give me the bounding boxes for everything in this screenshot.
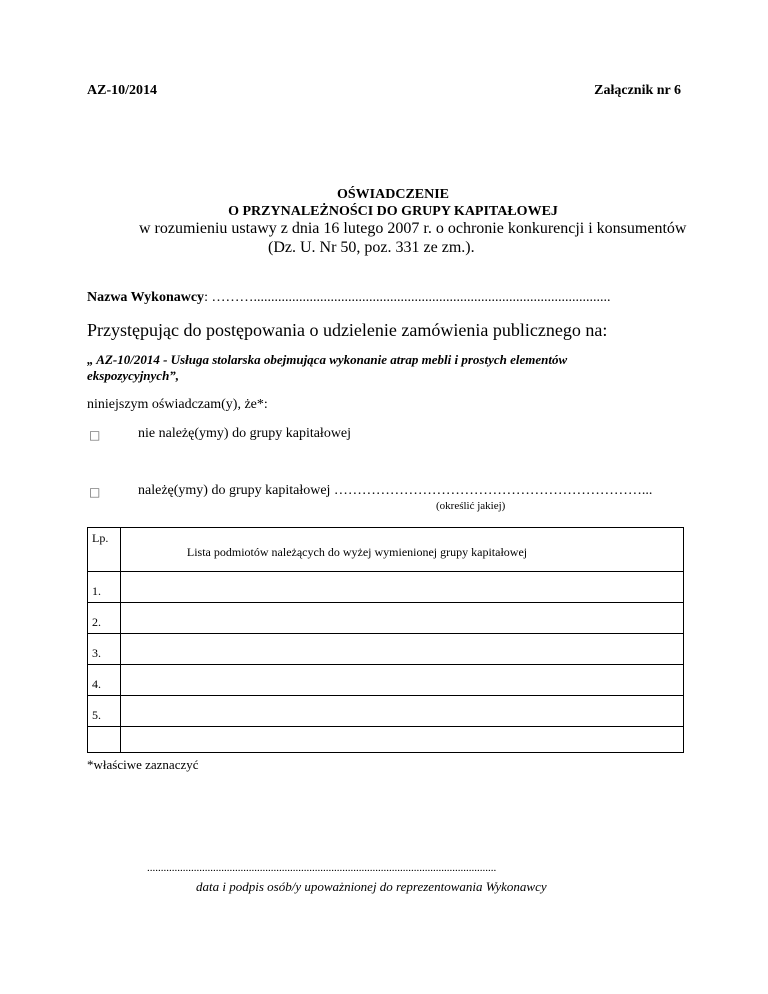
table-header-row <box>88 528 684 572</box>
table-row <box>88 665 684 696</box>
declaration-text: niniejszym oświadczam(y), że*: <box>87 397 268 412</box>
footnote: *właściwe zaznaczyć <box>87 757 199 772</box>
attachment-number: Załącznik nr 6 <box>594 83 681 98</box>
capital-group-table <box>87 527 684 753</box>
row-number: 5. <box>88 696 121 727</box>
signature-caption: data i podpis osób/y upoważnionej do reprezentowania Wykonawcy <box>196 879 547 894</box>
table-row <box>88 634 684 665</box>
row-number: 2. <box>88 603 121 634</box>
option-member-label: należę(ymy) do grupy kapitałowej …………………………………………………………... <box>138 483 653 498</box>
row-entry-cell[interactable] <box>121 572 684 603</box>
checkbox-member[interactable]: □ <box>89 485 101 499</box>
document-reference: AZ-10/2014 <box>87 83 157 98</box>
table-row <box>88 727 684 753</box>
row-number <box>88 727 121 753</box>
contractor-name-field[interactable]: ………...................................................................................................... <box>211 290 611 305</box>
document-subtitle: O PRZYNALEŻNOŚCI DO GRUPY KAPITAŁOWEJ <box>228 204 558 219</box>
row-entry-cell[interactable] <box>121 696 684 727</box>
contractor-name-label: Nazwa Wykonawcy <box>87 290 205 305</box>
contractor-name-sep: : <box>204 290 212 305</box>
specify-note: (określić jakiej) <box>436 500 506 512</box>
procurement-subject-line1: „ AZ-10/2014 - Usługa stolarska obejmująca wykonanie atrap mebli i prostych elementów <box>87 352 568 367</box>
legal-reference: (Dz. U. Nr 50, poz. 331 ze zm.). <box>268 239 475 256</box>
row-entry-cell[interactable] <box>121 634 684 665</box>
signature-line[interactable]: ............................................................................................................................... <box>147 862 497 874</box>
document-title: OŚWIADCZENIE <box>336 187 450 202</box>
row-number: 4. <box>88 665 121 696</box>
option-not-member-label: nie należę(ymy) do grupy kapitałowej <box>138 426 352 441</box>
contractor-name-line <box>87 290 610 306</box>
row-entry-cell[interactable] <box>121 603 684 634</box>
legal-basis: w rozumieniu ustawy z dnia 16 lutego 2007 r. o ochronie konkurencji i konsumentów <box>139 220 687 237</box>
row-number: 1. <box>88 572 121 603</box>
row-number: 3. <box>88 634 121 665</box>
col-lp-header: Lp. <box>88 528 121 572</box>
table-row <box>88 603 684 634</box>
procurement-intro: Przystępując do postępowania o udzielenie zamówienia publicznego na: <box>87 320 608 340</box>
checkbox-not-member[interactable]: □ <box>89 428 101 442</box>
table-row <box>88 696 684 727</box>
row-entry-cell[interactable] <box>121 665 684 696</box>
table-row <box>88 572 684 603</box>
col-list-header: Lista podmiotów należących do wyżej wymienionej grupy kapitałowej <box>121 528 684 572</box>
procurement-subject-line2: ekspozycyjnych”, <box>87 368 180 383</box>
row-entry-cell[interactable] <box>121 727 684 753</box>
